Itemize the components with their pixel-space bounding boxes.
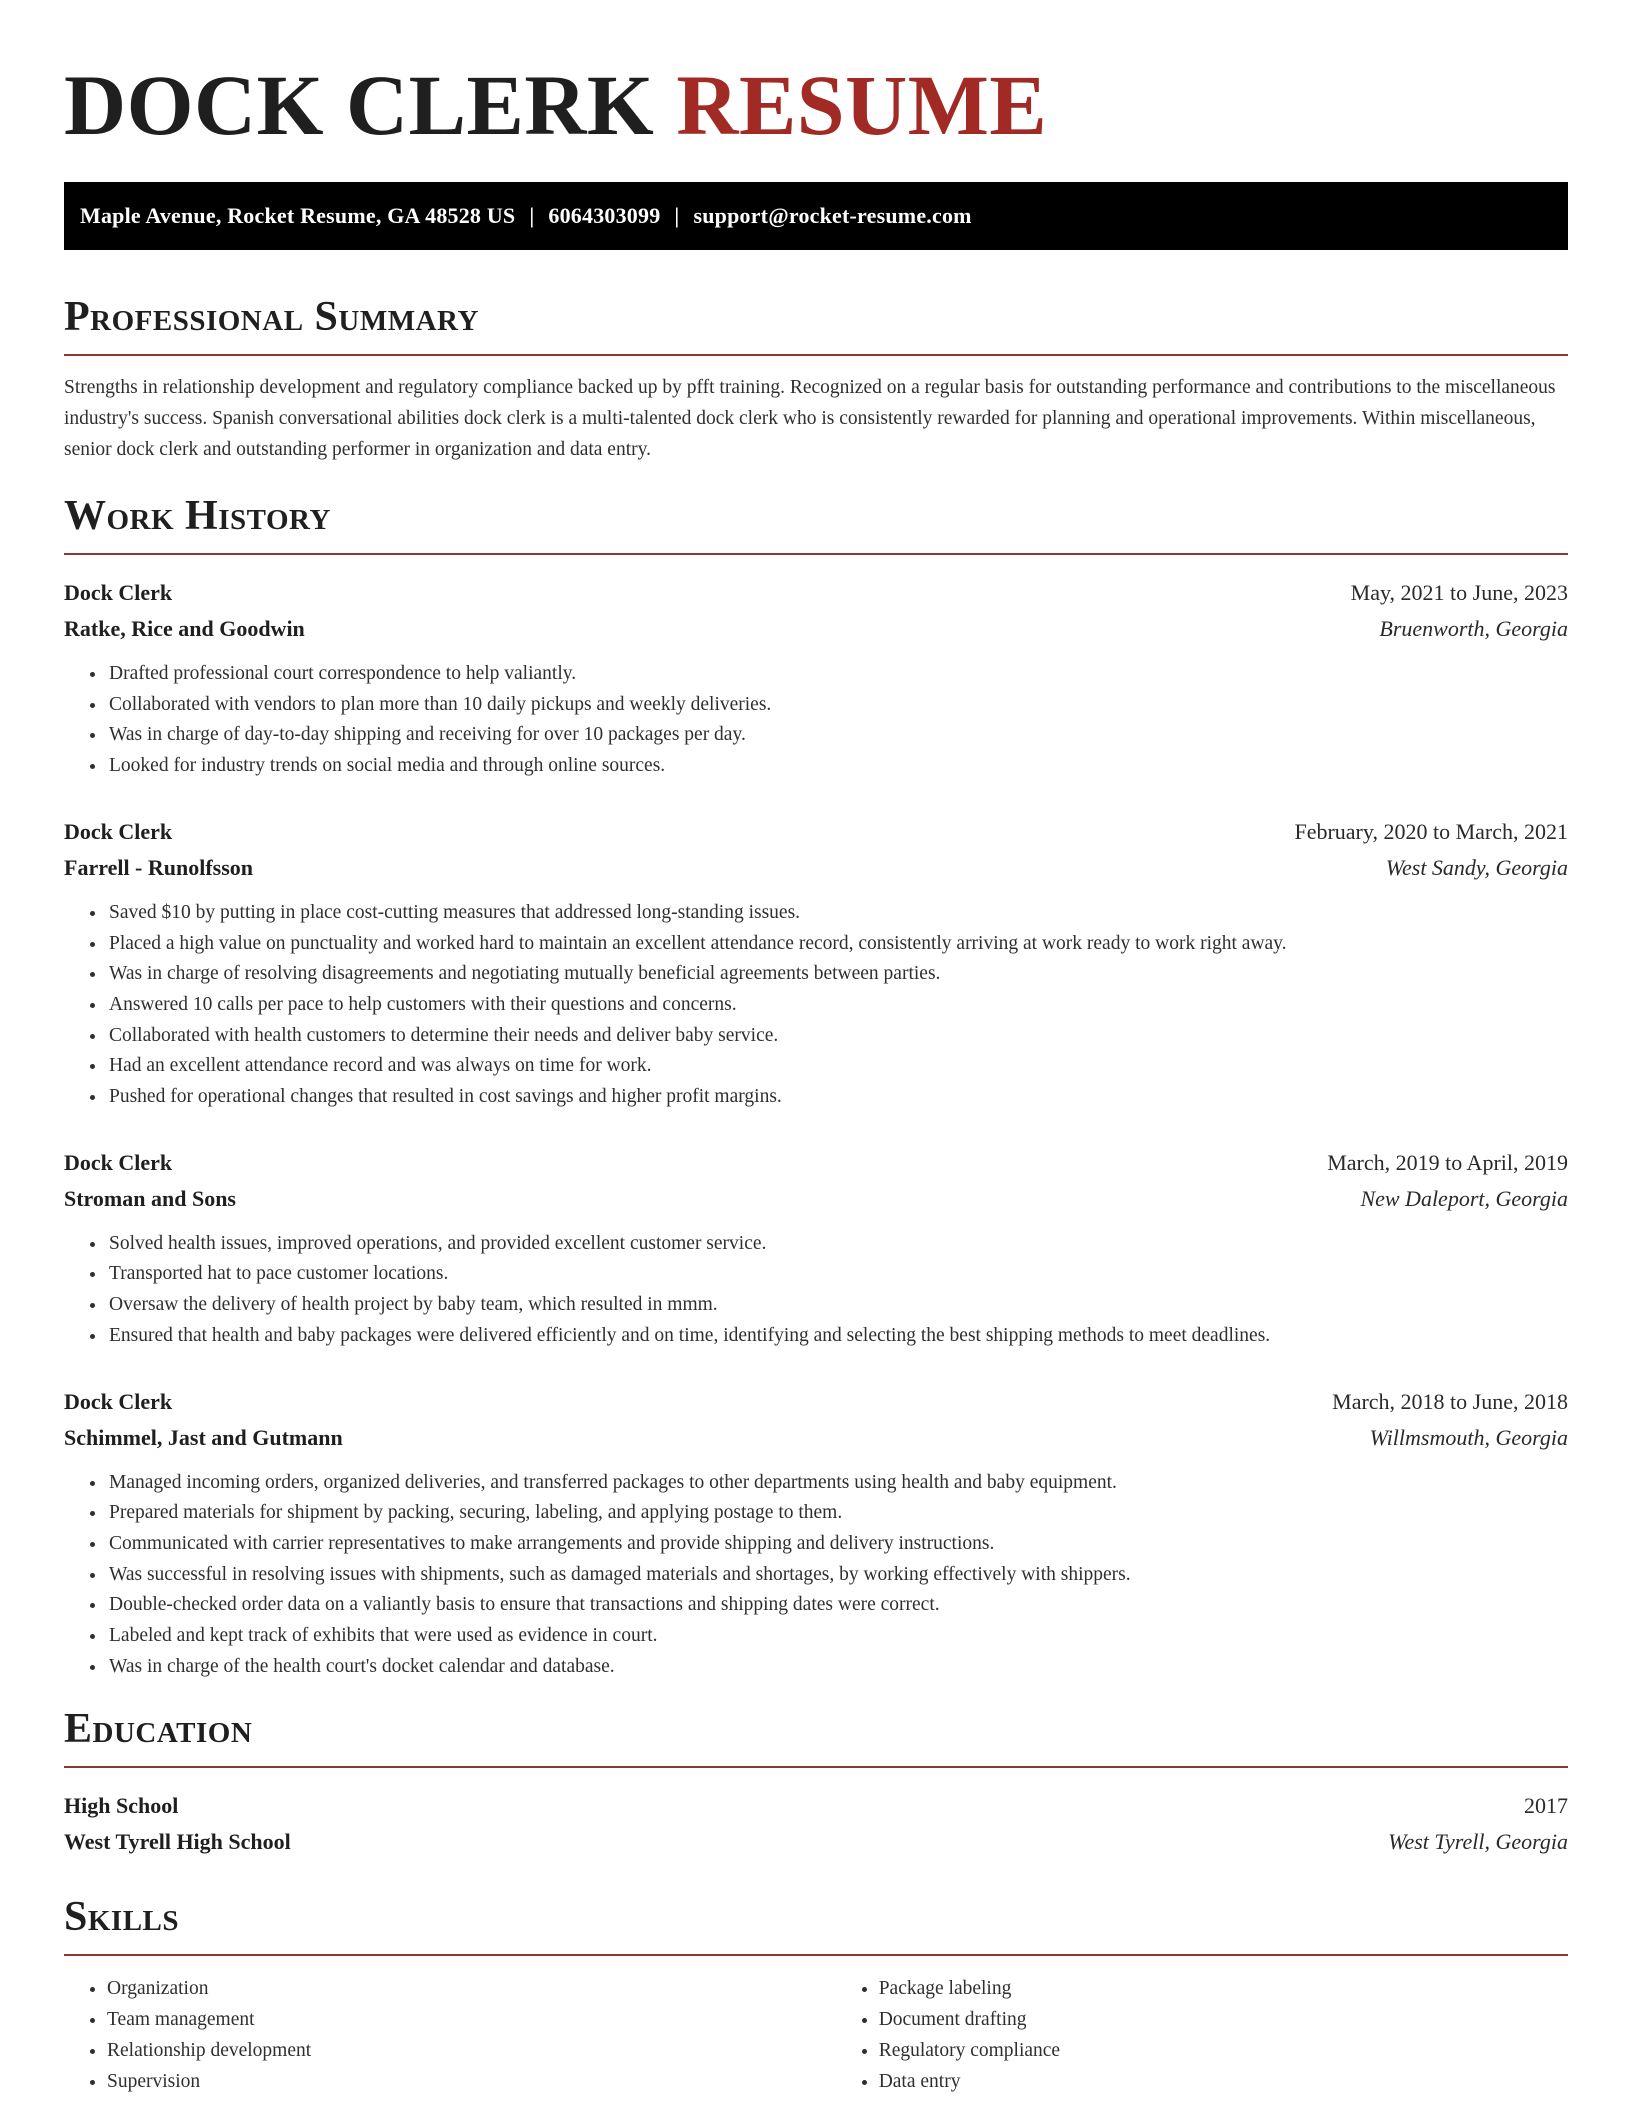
skill-item: • Data entry — [879, 2067, 1568, 2098]
job-entry — [64, 814, 1568, 1113]
job-bullets — [64, 1468, 1568, 1683]
contact-phone: 6064303099 — [548, 203, 661, 228]
job-list — [64, 575, 1568, 1682]
skill-item: • Supervision — [107, 2067, 836, 2098]
education-row — [64, 1788, 1568, 1824]
job-bullet: • Looked for industry trends on social media and through online sources. — [107, 751, 1568, 782]
skill-item: • Team management — [107, 2005, 836, 2036]
skills-section — [64, 1896, 1568, 2097]
job-bullet: • Communicated with carrier representatives to make arrangements and provide shipping and delivery instructions. — [107, 1529, 1568, 1560]
job-company: Stroman and Sons — [64, 1185, 236, 1211]
job-bullet: • Prepared materials for shipment by packing, securing, labeling, and applying postage to them. — [107, 1498, 1568, 1529]
contact-email: support@rocket-resume.com — [693, 203, 972, 228]
job-location: Bruenworth, Georgia — [1379, 616, 1568, 641]
job-bullet: • Placed a high value on punctuality and worked hard to maintain an excellent attendance record, consistently arriving at work ready to work right away. — [107, 929, 1568, 960]
contact-address: Maple Avenue, Rocket Resume, GA 48528 US — [80, 203, 516, 228]
job-title: Dock Clerk — [64, 580, 173, 605]
job-row — [64, 1181, 1568, 1217]
job-bullet: • Was in charge of resolving disagreements and negotiating mutually beneficial agreements between parties. — [107, 959, 1568, 990]
section-heading: Education — [64, 1708, 1568, 1768]
job-dates: May, 2021 to June, 2023 — [1350, 580, 1568, 605]
contact-bar — [64, 182, 1568, 250]
education-degree: High School — [64, 1793, 179, 1819]
education-year: 2017 — [1524, 1793, 1568, 1819]
job-row — [64, 814, 1568, 850]
skills-list-right — [836, 1974, 1568, 2097]
job-bullets — [64, 659, 1568, 782]
job-title: Dock Clerk — [64, 1149, 173, 1175]
education-school: West Tyrell High School — [64, 1829, 291, 1855]
job-dates: March, 2018 to June, 2018 — [1332, 1388, 1568, 1414]
skills-columns — [64, 1974, 1568, 2097]
skill-item: • Document drafting — [879, 2005, 1568, 2036]
work-history-section — [64, 495, 1568, 1682]
job-bullet: • Was successful in resolving issues with shipments, such as damaged materials and shortages, by working effectively with shippers. — [107, 1560, 1568, 1591]
job-bullet: • Transported hat to pace customer locations. — [107, 1259, 1568, 1290]
job-company: Ratke, Rice and Goodwin — [64, 616, 305, 641]
job-bullet: • Was in charge of the health court's docket calendar and database. — [107, 1652, 1568, 1683]
job-location: New Daleport, Georgia — [1360, 1185, 1568, 1211]
section-heading: Professional Summary — [64, 296, 1568, 356]
job-bullet: • Was in charge of day-to-day shipping and receiving for over 10 packages per day. — [107, 720, 1568, 751]
job-row — [64, 575, 1568, 611]
job-bullet: • Labeled and kept track of exhibits that were used as evidence in court. — [107, 1621, 1568, 1652]
job-bullet: • Had an excellent attendance record and was always on time for work. — [107, 1051, 1568, 1082]
job-location: West Sandy, Georgia — [1385, 854, 1568, 880]
section-heading: Skills — [64, 1896, 1568, 1956]
job-company: Schimmel, Jast and Gutmann — [64, 1424, 343, 1450]
job-entry — [64, 1384, 1568, 1683]
summary-text: Strengths in relationship development and regulatory compliance backed up by pfft training. Recognized on a regular basis for outstanding performance and contributions to the miscellaneous industry's success. Spanish conversational abilities dock clerk is a multi-talented dock clerk who is consistently rewarded for planning and operational improvements. Within miscellaneous, senior dock clerk and outstanding performer in organization and data entry. — [64, 377, 1556, 460]
title-accent: RESUME — [676, 57, 1048, 153]
contact-separator: | — [529, 203, 535, 228]
job-dates: March, 2019 to April, 2019 — [1327, 1149, 1568, 1175]
job-bullet: • Pushed for operational changes that resulted in cost savings and higher profit margins. — [107, 1082, 1568, 1113]
skill-item: • Organization — [107, 1974, 836, 2005]
title-main: DOCK CLERK — [64, 57, 655, 153]
job-company: Farrell - Runolfsson — [64, 854, 254, 880]
job-row — [64, 1384, 1568, 1420]
job-bullet: • Saved $10 by putting in place cost-cutting measures that addressed long-standing issues. — [107, 898, 1568, 929]
job-row — [64, 1145, 1568, 1181]
education-entry — [64, 1788, 1568, 1860]
job-bullet: • Solved health issues, improved operations, and provided excellent customer service. — [107, 1229, 1568, 1260]
job-bullet: • Collaborated with vendors to plan more than 10 daily pickups and weekly deliveries. — [107, 690, 1568, 721]
job-location: Willmsmouth, Georgia — [1369, 1424, 1568, 1450]
job-bullet: • Drafted professional court correspondence to help valiantly. — [107, 659, 1568, 690]
job-bullet: • Double-checked order data on a valiantly basis to ensure that transactions and shipping dates were correct. — [107, 1590, 1568, 1621]
job-bullets — [64, 1229, 1568, 1352]
job-row — [64, 1420, 1568, 1456]
education-row — [64, 1824, 1568, 1860]
education-section — [64, 1708, 1568, 1860]
section-heading: Work History — [64, 495, 1568, 555]
job-bullet: • Collaborated with health customers to determine their needs and deliver baby service. — [107, 1021, 1568, 1052]
job-bullet: • Oversaw the delivery of health project by baby team, which resulted in mmm. — [107, 1290, 1568, 1321]
job-bullet: • Ensured that health and baby packages were delivered efficiently and on time, identifying and selecting the best shipping methods to meet deadlines. — [107, 1321, 1568, 1352]
job-bullets — [64, 898, 1568, 1113]
education-location: West Tyrell, Georgia — [1388, 1829, 1568, 1855]
job-title: Dock Clerk — [64, 818, 173, 844]
skill-item: • Package labeling — [879, 1974, 1568, 2005]
skills-list-left — [64, 1974, 836, 2097]
job-bullet: • Answered 10 calls per pace to help customers with their questions and concerns. — [107, 990, 1568, 1021]
skill-item: • Relationship development — [107, 2036, 836, 2067]
skill-item: • Regulatory compliance — [879, 2036, 1568, 2067]
job-entry — [64, 1145, 1568, 1352]
job-bullet: • Managed incoming orders, organized deliveries, and transferred packages to other departments using health and baby equipment. — [107, 1468, 1568, 1499]
job-dates: February, 2020 to March, 2021 — [1294, 818, 1568, 844]
summary-section — [64, 296, 1568, 465]
contact-separator: | — [674, 203, 680, 228]
job-title: Dock Clerk — [64, 1388, 173, 1414]
job-row — [64, 611, 1568, 647]
job-row — [64, 850, 1568, 886]
job-entry — [64, 575, 1568, 782]
resume-title — [64, 56, 1568, 153]
